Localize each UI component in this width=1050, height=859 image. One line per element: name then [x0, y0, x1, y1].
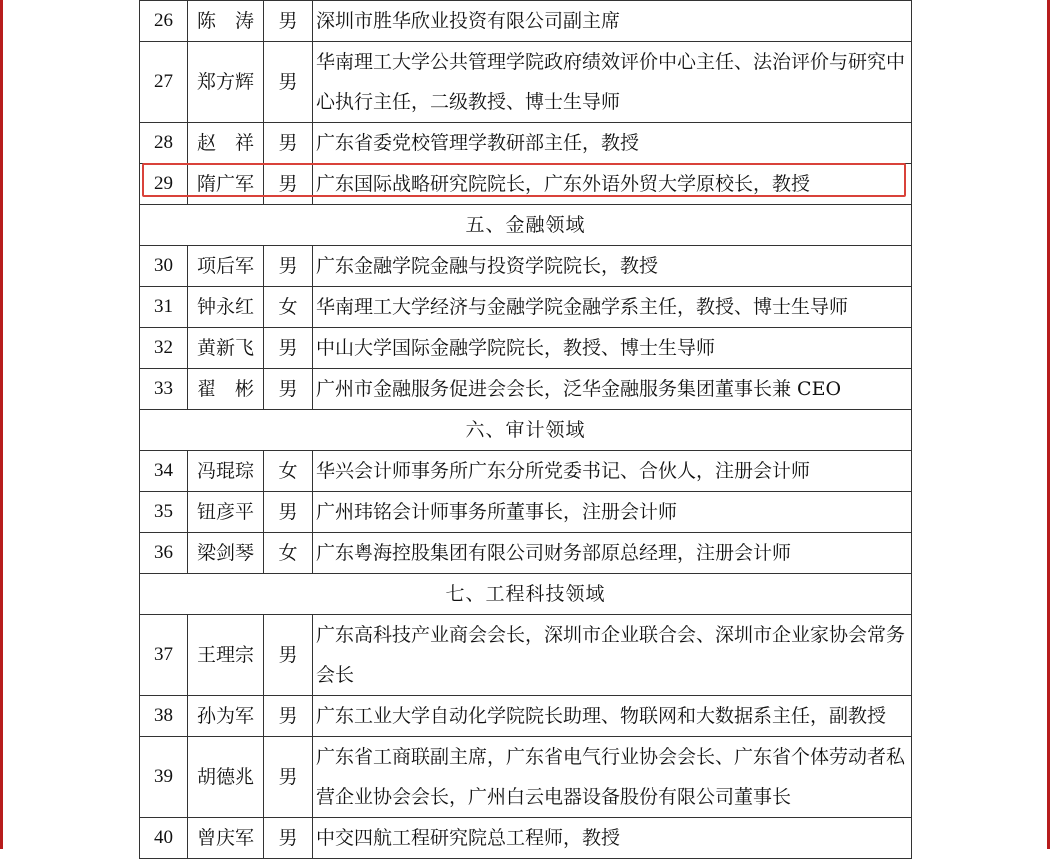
row-number: 39 [140, 737, 188, 818]
section-heading-row [140, 574, 912, 615]
expert-roster-table [139, 0, 912, 859]
person-name: 钟永红 [188, 287, 264, 328]
person-name: 赵 祥 [188, 123, 264, 164]
row-number: 38 [140, 696, 188, 737]
table-row [140, 369, 912, 410]
person-gender: 男 [264, 615, 313, 696]
row-number: 40 [140, 818, 188, 859]
table-row [140, 246, 912, 287]
person-title: 中山大学国际金融学院院长，教授、博士生导师 [313, 328, 912, 369]
person-gender: 男 [264, 123, 313, 164]
person-name: 钮彦平 [188, 492, 264, 533]
section-heading-row [140, 410, 912, 451]
row-number: 29 [140, 164, 188, 205]
person-name: 陈 涛 [188, 1, 264, 42]
table-row [140, 287, 912, 328]
row-number: 36 [140, 533, 188, 574]
person-title: 广东金融学院金融与投资学院院长，教授 [313, 246, 912, 287]
person-name: 冯琨琮 [188, 451, 264, 492]
person-name: 隋广军 [188, 164, 264, 205]
person-title: 中交四航工程研究院总工程师，教授 [313, 818, 912, 859]
person-gender: 女 [264, 451, 313, 492]
person-title: 华兴会计师事务所广东分所党委书记、合伙人，注册会计师 [313, 451, 912, 492]
table-row [140, 1, 912, 42]
section-heading-row [140, 205, 912, 246]
table-row [140, 615, 912, 696]
row-number: 30 [140, 246, 188, 287]
row-number: 33 [140, 369, 188, 410]
person-title: 华南理工大学经济与金融学院金融学系主任，教授、博士生导师 [313, 287, 912, 328]
person-gender: 男 [264, 328, 313, 369]
person-gender: 女 [264, 287, 313, 328]
person-gender: 男 [264, 42, 313, 123]
table-row [140, 451, 912, 492]
person-gender: 男 [264, 696, 313, 737]
frame-left-border [0, 0, 3, 849]
person-gender: 男 [264, 818, 313, 859]
person-name: 黄新飞 [188, 328, 264, 369]
row-number: 28 [140, 123, 188, 164]
person-title: 广东省工商联副主席，广东省电气行业协会会长、广东省个体劳动者私营企业协会会长，广州白云电器设备股份有限公司董事长 [313, 737, 912, 818]
row-number: 37 [140, 615, 188, 696]
row-number: 35 [140, 492, 188, 533]
section-heading: 七、工程科技领域 [140, 574, 912, 615]
person-title: 广东国际战略研究院院长，广东外语外贸大学原校长，教授 [313, 164, 912, 205]
table-row [140, 123, 912, 164]
person-gender: 男 [264, 164, 313, 205]
person-name: 曾庆军 [188, 818, 264, 859]
person-gender: 男 [264, 737, 313, 818]
person-title: 广东粤海控股集团有限公司财务部原总经理，注册会计师 [313, 533, 912, 574]
person-gender: 男 [264, 369, 313, 410]
table-row [140, 818, 912, 859]
person-name: 王理宗 [188, 615, 264, 696]
row-number: 32 [140, 328, 188, 369]
person-gender: 男 [264, 246, 313, 287]
row-number: 27 [140, 42, 188, 123]
person-name: 孙为军 [188, 696, 264, 737]
row-number: 31 [140, 287, 188, 328]
section-heading: 六、审计领域 [140, 410, 912, 451]
person-title: 广州玮铭会计师事务所董事长，注册会计师 [313, 492, 912, 533]
row-number: 34 [140, 451, 188, 492]
table-row [140, 328, 912, 369]
person-name: 胡德兆 [188, 737, 264, 818]
person-title: 华南理工大学公共管理学院政府绩效评价中心主任、法治评价与研究中心执行主任，二级教授、博士生导师 [313, 42, 912, 123]
person-title: 深圳市胜华欣业投资有限公司副主席 [313, 1, 912, 42]
person-name: 项后军 [188, 246, 264, 287]
table-row-highlighted [140, 164, 912, 205]
person-name: 郑方辉 [188, 42, 264, 123]
row-number: 26 [140, 1, 188, 42]
table-row [140, 737, 912, 818]
person-title: 广东高科技产业商会会长，深圳市企业联合会、深圳市企业家协会常务会长 [313, 615, 912, 696]
person-title: 广州市金融服务促进会会长，泛华金融服务集团董事长兼 CEO [313, 369, 912, 410]
person-name: 翟 彬 [188, 369, 264, 410]
table-row [140, 42, 912, 123]
table-row [140, 696, 912, 737]
section-heading: 五、金融领域 [140, 205, 912, 246]
table-row [140, 533, 912, 574]
person-gender: 男 [264, 1, 313, 42]
person-gender: 女 [264, 533, 313, 574]
person-name: 梁剑琴 [188, 533, 264, 574]
table-row [140, 492, 912, 533]
person-title: 广东工业大学自动化学院院长助理、物联网和大数据系主任，副教授 [313, 696, 912, 737]
person-gender: 男 [264, 492, 313, 533]
person-title: 广东省委党校管理学教研部主任，教授 [313, 123, 912, 164]
